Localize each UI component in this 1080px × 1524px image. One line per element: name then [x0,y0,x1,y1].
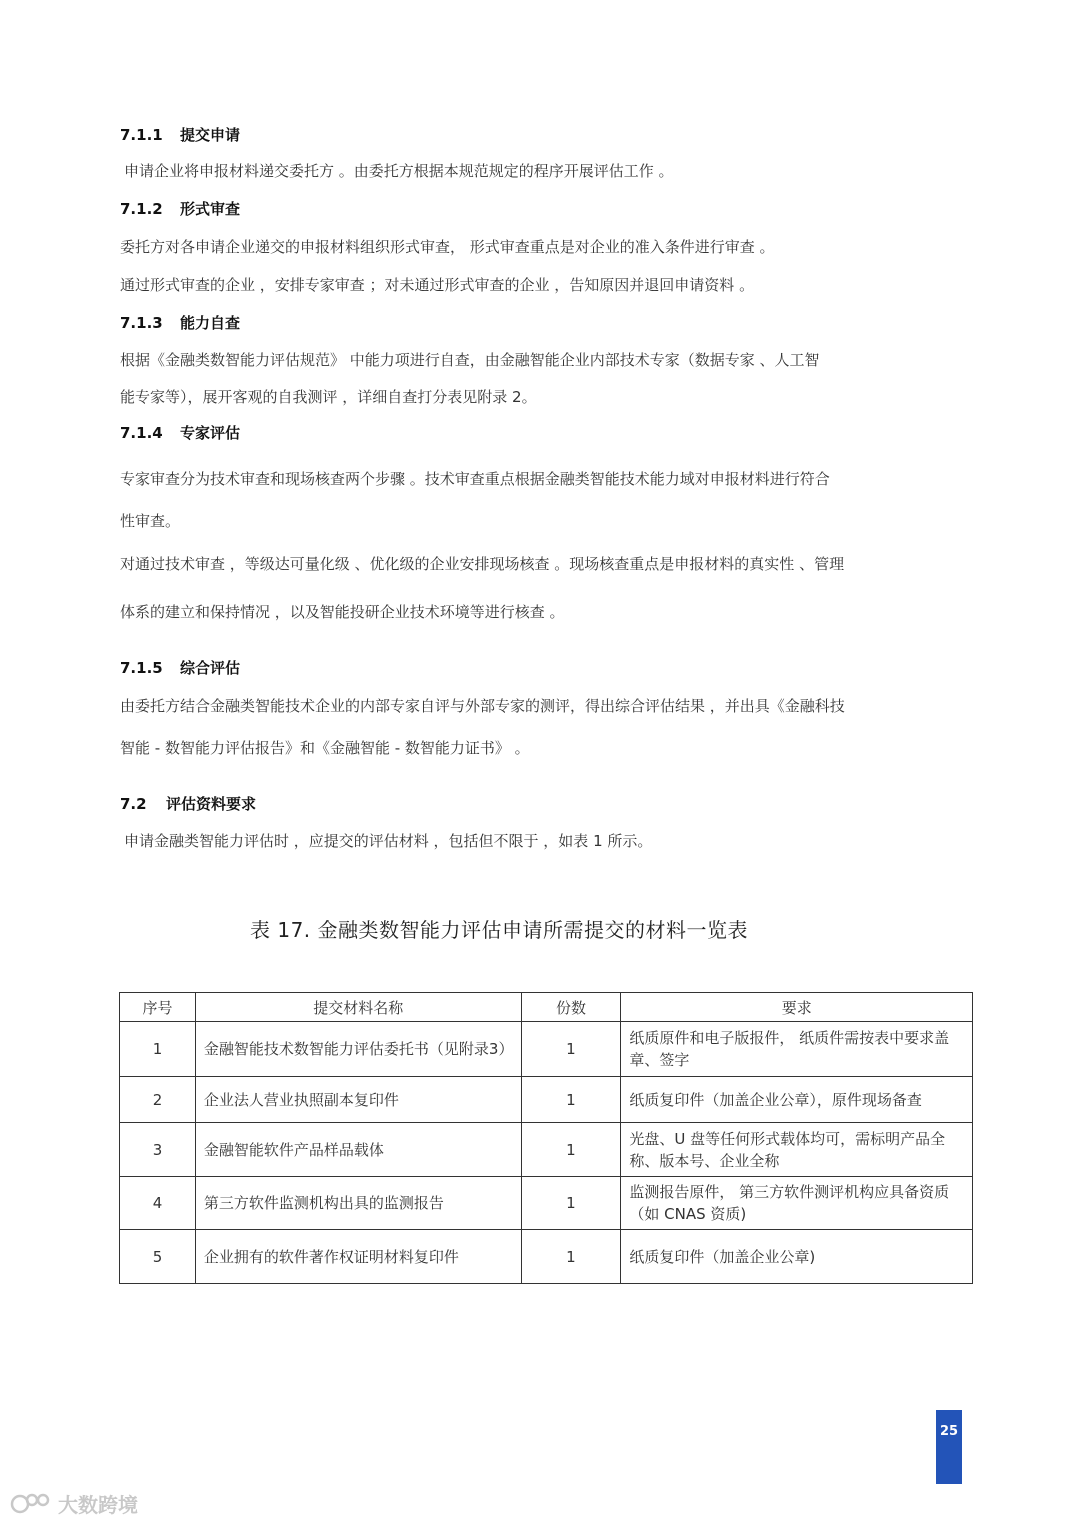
section-heading-7-1-3: 7.1.3 能力自查 [120,314,241,332]
paragraph-line: 申请企业将申报材料递交委托方 。由委托方根据本规范规定的程序开展评估工作 。 [124,162,674,180]
table-row [120,1077,973,1123]
cell-copies: 1 [521,1123,621,1177]
cell-index: 4 [120,1177,196,1230]
cell-copies: 1 [521,1230,621,1284]
table-row [120,1230,973,1284]
cell-requirements: 纸质原件和电子版报件， 纸质件需按表中要求盖章、签字 [621,1022,973,1077]
section-heading-7-1-1: 7.1.1 提交申请 [120,126,241,144]
cell-requirements: 光盘、U 盘等任何形式载体均可，需标明产品全称、版本号、企业全称 [621,1123,973,1177]
cell-copies: 1 [521,1022,621,1077]
cell-index: 5 [120,1230,196,1284]
cell-requirements: 纸质复印件（加盖企业公章），原件现场备查 [621,1077,973,1123]
table-caption: 表 17. 金融类数智能力评估申请所需提交的材料一览表 [250,918,749,942]
paragraph-line: 智能 - 数智能力评估报告》和《金融智能 - 数智能力证书》 。 [120,739,530,757]
paragraph-line: 通过形式审查的企业 ，安排专家审查 ；对未通过形式审查的企业 ，告知原因并退回申请资料 。 [120,276,755,294]
cell-copies: 1 [521,1077,621,1123]
paragraph-line: 能专家等），展开客观的自我测评 ，详细自查打分表见附录 2。 [120,388,537,406]
cell-index: 3 [120,1123,196,1177]
header-copies: 份数 [521,993,621,1022]
paragraph-line: 根据《金融类数智能力评估规范》 中能力项进行自查，由金融智能企业内部技术专家（数据专家 、人工智 [120,351,820,369]
section-heading-7-2: 7.2 评估资料要求 [120,795,257,813]
table-row [120,1022,973,1077]
cell-copies: 1 [521,1177,621,1230]
paragraph-line: 申请金融类智能力评估时 ，应提交的评估材料 ，包括但不限于 ，如表 1 所示。 [124,832,653,850]
cell-material-name: 第三方软件监测机构出具的监测报告 [195,1177,521,1230]
watermark-text: 大数跨境 [58,1493,138,1517]
paragraph-line: 性审查。 [120,512,181,530]
section-heading-7-1-2: 7.1.2 形式审查 [120,200,241,218]
cell-material-name: 金融智能软件产品样品载体 [195,1123,521,1177]
paragraph-line: 委托方对各申请企业递交的申报材料组织形式审查， 形式审查重点是对企业的准入条件进行审查 。 [120,238,775,256]
cell-requirements: 监测报告原件， 第三方软件测评机构应具备资质（如 CNAS 资质) [621,1177,973,1230]
paragraph-line: 对通过技术审查 ，等级达可量化级 、优化级的企业安排现场核查 。现场核查重点是申报材料的真实性 、管理 [120,555,845,573]
cell-index: 1 [120,1022,196,1077]
cell-material-name: 企业法人营业执照副本复印件 [195,1077,521,1123]
section-heading-7-1-4: 7.1.4 专家评估 [120,424,241,442]
watermark-logo-icon [10,1491,52,1517]
paragraph-line: 体系的建立和保持情况 ，以及智能投研企业技术环境等进行核查 。 [120,603,565,621]
table-header-row [120,993,973,1022]
header-material-name: 提交材料名称 [195,993,521,1022]
header-requirements: 要求 [621,993,973,1022]
watermark [10,1489,138,1518]
cell-material-name: 金融智能技术数智能力评估委托书（见附录3） [195,1022,521,1077]
cell-requirements: 纸质复印件（加盖企业公章) [621,1230,973,1284]
section-heading-7-1-5: 7.1.5 综合评估 [120,659,241,677]
table-row [120,1123,973,1177]
paragraph-line: 由委托方结合金融类智能技术企业的内部专家自评与外部专家的测评，得出综合评估结果 ，并出具《金融科技 [120,697,845,715]
page-number: 25 [936,1410,962,1484]
cell-material-name: 企业拥有的软件著作权证明材料复印件 [195,1230,521,1284]
materials-table [119,992,973,1284]
header-index: 序号 [120,993,196,1022]
paragraph-line: 专家审查分为技术审查和现场核查两个步骤 。技术审查重点根据金融类智能技术能力域对申报材料进行符合 [120,470,830,488]
cell-index: 2 [120,1077,196,1123]
table-row [120,1177,973,1230]
